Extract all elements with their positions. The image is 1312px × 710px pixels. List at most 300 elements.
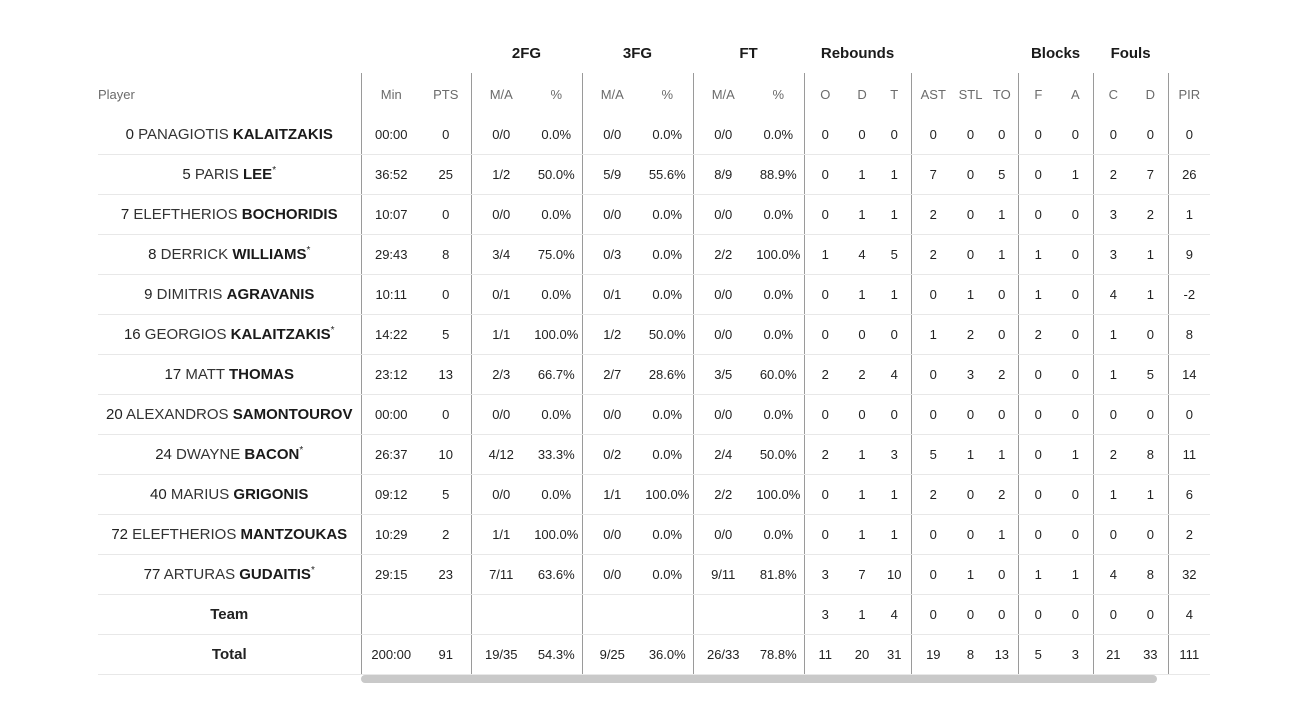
stat-2fg-pct: 50.0%: [531, 155, 582, 195]
stat-pir: 11: [1168, 435, 1210, 475]
box-score-container: [98, 33, 1200, 675]
stat-ft-pct: 0.0%: [753, 195, 804, 235]
player-number: 77: [143, 566, 161, 583]
stat-to: 0: [986, 315, 1018, 355]
starter-marker: *: [310, 565, 315, 576]
stat-reb-o: 0: [804, 155, 846, 195]
stat-fouls-d: 1: [1133, 235, 1168, 275]
stat-ft-pct: 81.8%: [753, 555, 804, 595]
player-name-cell[interactable]: [98, 155, 361, 195]
player-first-name: PARIS: [194, 166, 239, 183]
col-header-stl[interactable]: STL: [958, 86, 983, 102]
stat-blk-a: 1: [1058, 155, 1093, 195]
stat-fouls-d: 8: [1133, 555, 1168, 595]
col-header-pts[interactable]: PTS: [433, 86, 459, 102]
col-header-3fg-ma[interactable]: M/A: [582, 73, 642, 115]
stat-fouls-d: 8: [1133, 435, 1168, 475]
stat-reb-o: 0: [804, 115, 846, 155]
stat-reb-d: 1: [846, 195, 878, 235]
stat-ft-ma: 26/33: [693, 635, 753, 675]
player-row[interactable]: [98, 115, 1210, 155]
stat-2fg-pct: 0.0%: [531, 395, 582, 435]
stat-reb-t: 10: [878, 555, 911, 595]
player-name-cell[interactable]: [98, 395, 361, 435]
stat-pts: 0: [421, 115, 471, 155]
col-header-min[interactable]: Min: [361, 73, 421, 115]
stat-stl: 1: [955, 435, 986, 475]
player-number: 16: [123, 326, 141, 343]
player-first-name: ALEXANDROS: [126, 406, 229, 423]
stat-min: [361, 595, 421, 635]
group-header-row: [98, 33, 1210, 73]
stat-2fg-ma: 1/2: [471, 155, 531, 195]
stat-fouls-c: 1: [1093, 475, 1133, 515]
stat-pir: 0: [1168, 115, 1210, 155]
stat-3fg-ma: 0/0: [582, 195, 642, 235]
stat-blk-f: 0: [1018, 195, 1058, 235]
stat-reb-d: 0: [846, 315, 878, 355]
stat-2fg-ma: [471, 595, 531, 635]
player-first-name: GEORGIOS: [144, 326, 227, 343]
stat-3fg-ma: [582, 595, 642, 635]
player-row[interactable]: [98, 435, 1210, 475]
stat-pir: 4: [1168, 595, 1210, 635]
stat-3fg-pct: 0.0%: [642, 115, 693, 155]
stat-fouls-c: 1: [1093, 355, 1133, 395]
stat-blk-a: 3: [1058, 635, 1093, 675]
stat-fouls-d: 0: [1133, 595, 1168, 635]
stat-ast: 0: [911, 555, 955, 595]
stat-reb-o: 3: [804, 555, 846, 595]
stat-3fg-ma: 0/0: [582, 555, 642, 595]
stat-ast: 19: [911, 635, 955, 675]
stat-3fg-ma: 1/1: [582, 475, 642, 515]
stat-pir: -2: [1168, 275, 1210, 315]
col-header-blk-a[interactable]: A: [1070, 86, 1080, 102]
stat-fouls-d: 2: [1133, 195, 1168, 235]
player-row[interactable]: [98, 395, 1210, 435]
stat-blk-a: 0: [1058, 275, 1093, 315]
player-name-cell[interactable]: [98, 275, 361, 315]
stat-blk-f: 5: [1018, 635, 1058, 675]
stat-3fg-pct: [642, 595, 693, 635]
stat-ft-ma: 3/5: [693, 355, 753, 395]
stat-3fg-pct: 0.0%: [642, 195, 693, 235]
stat-stl: 2: [955, 315, 986, 355]
stat-pir: 32: [1168, 555, 1210, 595]
stat-to: 1: [986, 435, 1018, 475]
col-header-reb-t[interactable]: T: [890, 86, 899, 102]
stat-pts: 5: [421, 475, 471, 515]
player-name-cell[interactable]: [98, 475, 361, 515]
player-name-cell[interactable]: [98, 355, 361, 395]
stat-reb-o: 0: [804, 515, 846, 555]
stat-to: 0: [986, 395, 1018, 435]
stat-2fg-pct: 66.7%: [531, 355, 582, 395]
player-name-cell[interactable]: [98, 555, 361, 595]
stat-2fg-pct: 33.3%: [531, 435, 582, 475]
stat-fouls-d: 1: [1133, 475, 1168, 515]
player-first-name: ARTURAS: [163, 566, 236, 583]
horizontal-scrollbar[interactable]: [361, 675, 1157, 683]
player-name-cell[interactable]: [98, 235, 361, 275]
stat-3fg-pct: 100.0%: [642, 475, 693, 515]
stat-reb-t: 5: [878, 235, 911, 275]
stat-stl: 1: [955, 555, 986, 595]
stat-2fg-pct: 0.0%: [531, 275, 582, 315]
stat-2fg-pct: [531, 595, 582, 635]
stat-reb-t: 1: [878, 515, 911, 555]
stat-ft-pct: 0.0%: [753, 315, 804, 355]
stat-stl: 0: [955, 115, 986, 155]
stat-ast: 1: [911, 315, 955, 355]
team-label: Team: [98, 595, 361, 635]
stat-ast: 2: [911, 475, 955, 515]
col-header-ft-pct[interactable]: %: [772, 86, 785, 102]
stat-reb-t: 1: [878, 475, 911, 515]
stat-stl: 0: [955, 595, 986, 635]
player-first-name: ELEFTHERIOS: [132, 526, 237, 543]
col-header-pir[interactable]: PIR: [1168, 73, 1210, 115]
stat-ft-pct: 88.9%: [753, 155, 804, 195]
stat-blk-f: 0: [1018, 355, 1058, 395]
stat-3fg-ma: 0/0: [582, 115, 642, 155]
stat-reb-o: 2: [804, 435, 846, 475]
stat-ast: 2: [911, 195, 955, 235]
stat-min: 14:22: [361, 315, 421, 355]
stat-2fg-ma: 0/1: [471, 275, 531, 315]
stat-pir: 6: [1168, 475, 1210, 515]
stat-2fg-pct: 63.6%: [531, 555, 582, 595]
group-header-2fg: 2FG: [511, 44, 542, 62]
stat-3fg-pct: 0.0%: [642, 435, 693, 475]
stat-reb-t: 0: [878, 315, 911, 355]
stat-reb-d: 0: [846, 115, 878, 155]
stat-blk-a: 0: [1058, 115, 1093, 155]
player-name-cell[interactable]: [98, 435, 361, 475]
stat-min: 29:43: [361, 235, 421, 275]
player-last-name: MANTZOUKAS: [240, 526, 348, 543]
stat-ast: 0: [911, 395, 955, 435]
stat-to: 0: [986, 115, 1018, 155]
stat-min: 200:00: [361, 635, 421, 675]
player-first-name: PANAGIOTIS: [138, 126, 229, 143]
stat-min: 26:37: [361, 435, 421, 475]
stat-2fg-ma: 0/0: [471, 475, 531, 515]
group-header-blank: [911, 33, 1018, 73]
stat-ast: 2: [911, 235, 955, 275]
player-last-name: GRIGONIS: [233, 486, 309, 503]
stat-pts: 10: [421, 435, 471, 475]
stat-pir: 2: [1168, 515, 1210, 555]
team-row: [98, 595, 1210, 635]
col-header-ast[interactable]: AST: [911, 73, 955, 115]
stat-fouls-d: 5: [1133, 355, 1168, 395]
stat-reb-t: 4: [878, 355, 911, 395]
stat-to: 1: [986, 235, 1018, 275]
stat-blk-f: 1: [1018, 235, 1058, 275]
stat-pts: 8: [421, 235, 471, 275]
stat-ft-pct: 60.0%: [753, 355, 804, 395]
stat-blk-a: 0: [1058, 235, 1093, 275]
stat-to: 1: [986, 195, 1018, 235]
stat-blk-f: 1: [1018, 555, 1058, 595]
stat-reb-o: 0: [804, 395, 846, 435]
stat-2fg-pct: 54.3%: [531, 635, 582, 675]
col-header-fouls-d[interactable]: D: [1145, 86, 1155, 102]
stat-ast: 0: [911, 275, 955, 315]
stat-ft-ma: 0/0: [693, 115, 753, 155]
stat-reb-d: 2: [846, 355, 878, 395]
stat-reb-t: 0: [878, 115, 911, 155]
stat-ft-ma: 2/2: [693, 235, 753, 275]
stat-2fg-pct: 75.0%: [531, 235, 582, 275]
col-header-fouls-c[interactable]: C: [1093, 73, 1133, 115]
player-number: 20: [106, 406, 123, 423]
player-row[interactable]: [98, 315, 1210, 355]
stat-stl: 8: [955, 635, 986, 675]
stat-2fg-pct: 0.0%: [531, 195, 582, 235]
stat-stl: 0: [955, 475, 986, 515]
stat-2fg-ma: 2/3: [471, 355, 531, 395]
stat-reb-d: 1: [846, 595, 878, 635]
stat-pir: 0: [1168, 395, 1210, 435]
stat-3fg-ma: 1/2: [582, 315, 642, 355]
stat-min: 00:00: [361, 115, 421, 155]
player-number: 8: [148, 246, 157, 263]
stat-reb-d: 7: [846, 555, 878, 595]
col-header-to[interactable]: TO: [992, 86, 1011, 102]
box-score-table: [98, 33, 1210, 675]
player-last-name: THOMAS: [228, 366, 294, 383]
stat-reb-t: 1: [878, 155, 911, 195]
stat-pir: 1: [1168, 195, 1210, 235]
stat-to: 0: [986, 555, 1018, 595]
stat-blk-f: 0: [1018, 395, 1058, 435]
stat-2fg-ma: 19/35: [471, 635, 531, 675]
stat-pir: 111: [1168, 635, 1210, 675]
stat-fouls-c: 2: [1093, 155, 1133, 195]
stat-3fg-pct: 28.6%: [642, 355, 693, 395]
stat-blk-a: 0: [1058, 315, 1093, 355]
stat-to: 0: [986, 275, 1018, 315]
stat-2fg-ma: 3/4: [471, 235, 531, 275]
stat-2fg-pct: 0.0%: [531, 475, 582, 515]
stat-ft-ma: 0/0: [693, 395, 753, 435]
starter-marker: *: [306, 245, 311, 256]
stat-reb-o: 0: [804, 475, 846, 515]
stat-blk-f: 1: [1018, 275, 1058, 315]
stat-ft-pct: 78.8%: [753, 635, 804, 675]
stat-2fg-pct: 100.0%: [531, 315, 582, 355]
stat-reb-o: 0: [804, 275, 846, 315]
player-name-cell[interactable]: [98, 515, 361, 555]
stat-stl: 0: [955, 395, 986, 435]
stat-fouls-d: 0: [1133, 315, 1168, 355]
player-number: 24: [155, 446, 172, 463]
player-row[interactable]: [98, 275, 1210, 315]
stat-ft-pct: 0.0%: [753, 515, 804, 555]
player-last-name: WILLIAMS: [232, 246, 307, 263]
stat-blk-f: 0: [1018, 155, 1058, 195]
col-header-3fg-pct[interactable]: %: [661, 86, 674, 102]
player-last-name: GUDAITIS: [239, 566, 311, 583]
stat-stl: 0: [955, 195, 986, 235]
stat-pir: 14: [1168, 355, 1210, 395]
player-last-name: AGRAVANIS: [226, 286, 315, 303]
stat-min: 36:52: [361, 155, 421, 195]
stat-2fg-ma: 7/11: [471, 555, 531, 595]
stat-3fg-ma: 0/2: [582, 435, 642, 475]
column-header-row: [98, 73, 1210, 115]
col-header-player[interactable]: Player: [98, 86, 135, 102]
stat-blk-a: 0: [1058, 195, 1093, 235]
stat-min: 29:15: [361, 555, 421, 595]
player-name-cell[interactable]: [98, 315, 361, 355]
stat-to: 2: [986, 355, 1018, 395]
stat-to: 5: [986, 155, 1018, 195]
stat-reb-o: 0: [804, 195, 846, 235]
stat-blk-a: 1: [1058, 435, 1093, 475]
stat-pts: 2: [421, 515, 471, 555]
stat-ft-pct: [753, 595, 804, 635]
stat-blk-f: 2: [1018, 315, 1058, 355]
stat-ft-ma: 0/0: [693, 515, 753, 555]
player-row[interactable]: [98, 475, 1210, 515]
stat-ft-pct: 0.0%: [753, 115, 804, 155]
stat-reb-t: 3: [878, 435, 911, 475]
stat-3fg-ma: 9/25: [582, 635, 642, 675]
stat-blk-a: 0: [1058, 355, 1093, 395]
stat-reb-o: 11: [804, 635, 846, 675]
col-header-2fg-pct[interactable]: %: [550, 86, 563, 102]
stat-ast: 0: [911, 115, 955, 155]
starter-marker: *: [330, 325, 335, 336]
stat-pts: 91: [421, 635, 471, 675]
stat-blk-f: 0: [1018, 435, 1058, 475]
player-row[interactable]: [98, 155, 1210, 195]
stat-2fg-ma: 0/0: [471, 395, 531, 435]
stat-reb-t: 4: [878, 595, 911, 635]
player-row[interactable]: [98, 355, 1210, 395]
player-row[interactable]: [98, 235, 1210, 275]
stat-2fg-pct: 100.0%: [531, 515, 582, 555]
stat-blk-f: 0: [1018, 115, 1058, 155]
stat-pts: 0: [421, 395, 471, 435]
group-header-blank: [1168, 33, 1210, 73]
stat-reb-d: 1: [846, 155, 878, 195]
stat-pts: 5: [421, 315, 471, 355]
stat-fouls-c: 0: [1093, 595, 1133, 635]
stat-pir: 9: [1168, 235, 1210, 275]
stat-pts: 23: [421, 555, 471, 595]
stat-2fg-ma: 1/1: [471, 515, 531, 555]
stat-3fg-ma: 0/0: [582, 515, 642, 555]
col-header-2fg-ma[interactable]: M/A: [471, 73, 531, 115]
stat-reb-o: 2: [804, 355, 846, 395]
stat-min: 10:29: [361, 515, 421, 555]
player-row[interactable]: [98, 555, 1210, 595]
player-number: 7: [120, 206, 130, 223]
stat-fouls-d: 0: [1133, 395, 1168, 435]
stat-fouls-d: 0: [1133, 515, 1168, 555]
stat-ft-pct: 0.0%: [753, 395, 804, 435]
col-header-ft-ma[interactable]: M/A: [693, 73, 753, 115]
total-row: [98, 635, 1210, 675]
player-last-name: KALAITZAKIS: [230, 326, 331, 343]
player-number: 5: [182, 166, 191, 183]
stat-pts: 13: [421, 355, 471, 395]
stat-fouls-c: 0: [1093, 395, 1133, 435]
stat-fouls-c: 0: [1093, 115, 1133, 155]
player-name-cell[interactable]: [98, 115, 361, 155]
starter-marker: *: [299, 445, 304, 456]
stat-reb-d: 1: [846, 275, 878, 315]
stat-fouls-d: 7: [1133, 155, 1168, 195]
stat-2fg-pct: 0.0%: [531, 115, 582, 155]
stat-ft-ma: 0/0: [693, 195, 753, 235]
stat-blk-a: 0: [1058, 395, 1093, 435]
player-first-name: MARIUS: [170, 486, 230, 503]
stat-stl: 1: [955, 275, 986, 315]
stat-reb-t: 31: [878, 635, 911, 675]
player-number: 40: [150, 486, 167, 503]
player-row[interactable]: [98, 515, 1210, 555]
group-header-rebounds: Rebounds: [820, 44, 895, 62]
total-label: Total: [98, 635, 361, 675]
stat-ast: 0: [911, 355, 955, 395]
stat-reb-d: 20: [846, 635, 878, 675]
stat-ft-ma: [693, 595, 753, 635]
stat-2fg-ma: 0/0: [471, 195, 531, 235]
player-first-name: ELEFTHERIOS: [133, 206, 238, 223]
player-number: 9: [144, 286, 153, 303]
stat-blk-a: 0: [1058, 515, 1093, 555]
player-first-name: DERRICK: [160, 246, 229, 263]
stat-reb-d: 0: [846, 395, 878, 435]
stat-pts: [421, 595, 471, 635]
player-name-cell[interactable]: [98, 195, 361, 235]
stat-3fg-pct: 50.0%: [642, 315, 693, 355]
stat-3fg-ma: 5/9: [582, 155, 642, 195]
stat-3fg-pct: 0.0%: [642, 275, 693, 315]
stat-pts: 25: [421, 155, 471, 195]
stat-3fg-pct: 0.0%: [642, 235, 693, 275]
stat-pts: 0: [421, 195, 471, 235]
stat-2fg-ma: 0/0: [471, 115, 531, 155]
col-header-reb-o[interactable]: O: [804, 73, 846, 115]
stat-fouls-d: 1: [1133, 275, 1168, 315]
stat-pir: 8: [1168, 315, 1210, 355]
stat-fouls-d: 33: [1133, 635, 1168, 675]
stat-ft-ma: 2/2: [693, 475, 753, 515]
stat-3fg-pct: 0.0%: [642, 395, 693, 435]
stat-ft-ma: 2/4: [693, 435, 753, 475]
col-header-blk-f[interactable]: F: [1018, 73, 1058, 115]
stat-min: 09:12: [361, 475, 421, 515]
player-row[interactable]: [98, 195, 1210, 235]
stat-reb-t: 0: [878, 395, 911, 435]
col-header-reb-d[interactable]: D: [857, 86, 867, 102]
stat-3fg-ma: 2/7: [582, 355, 642, 395]
stat-reb-d: 1: [846, 435, 878, 475]
stat-ast: 5: [911, 435, 955, 475]
stat-fouls-c: 21: [1093, 635, 1133, 675]
stat-3fg-pct: 36.0%: [642, 635, 693, 675]
stat-reb-o: 3: [804, 595, 846, 635]
stats-body: [98, 115, 1210, 675]
player-number: 0: [125, 126, 134, 143]
